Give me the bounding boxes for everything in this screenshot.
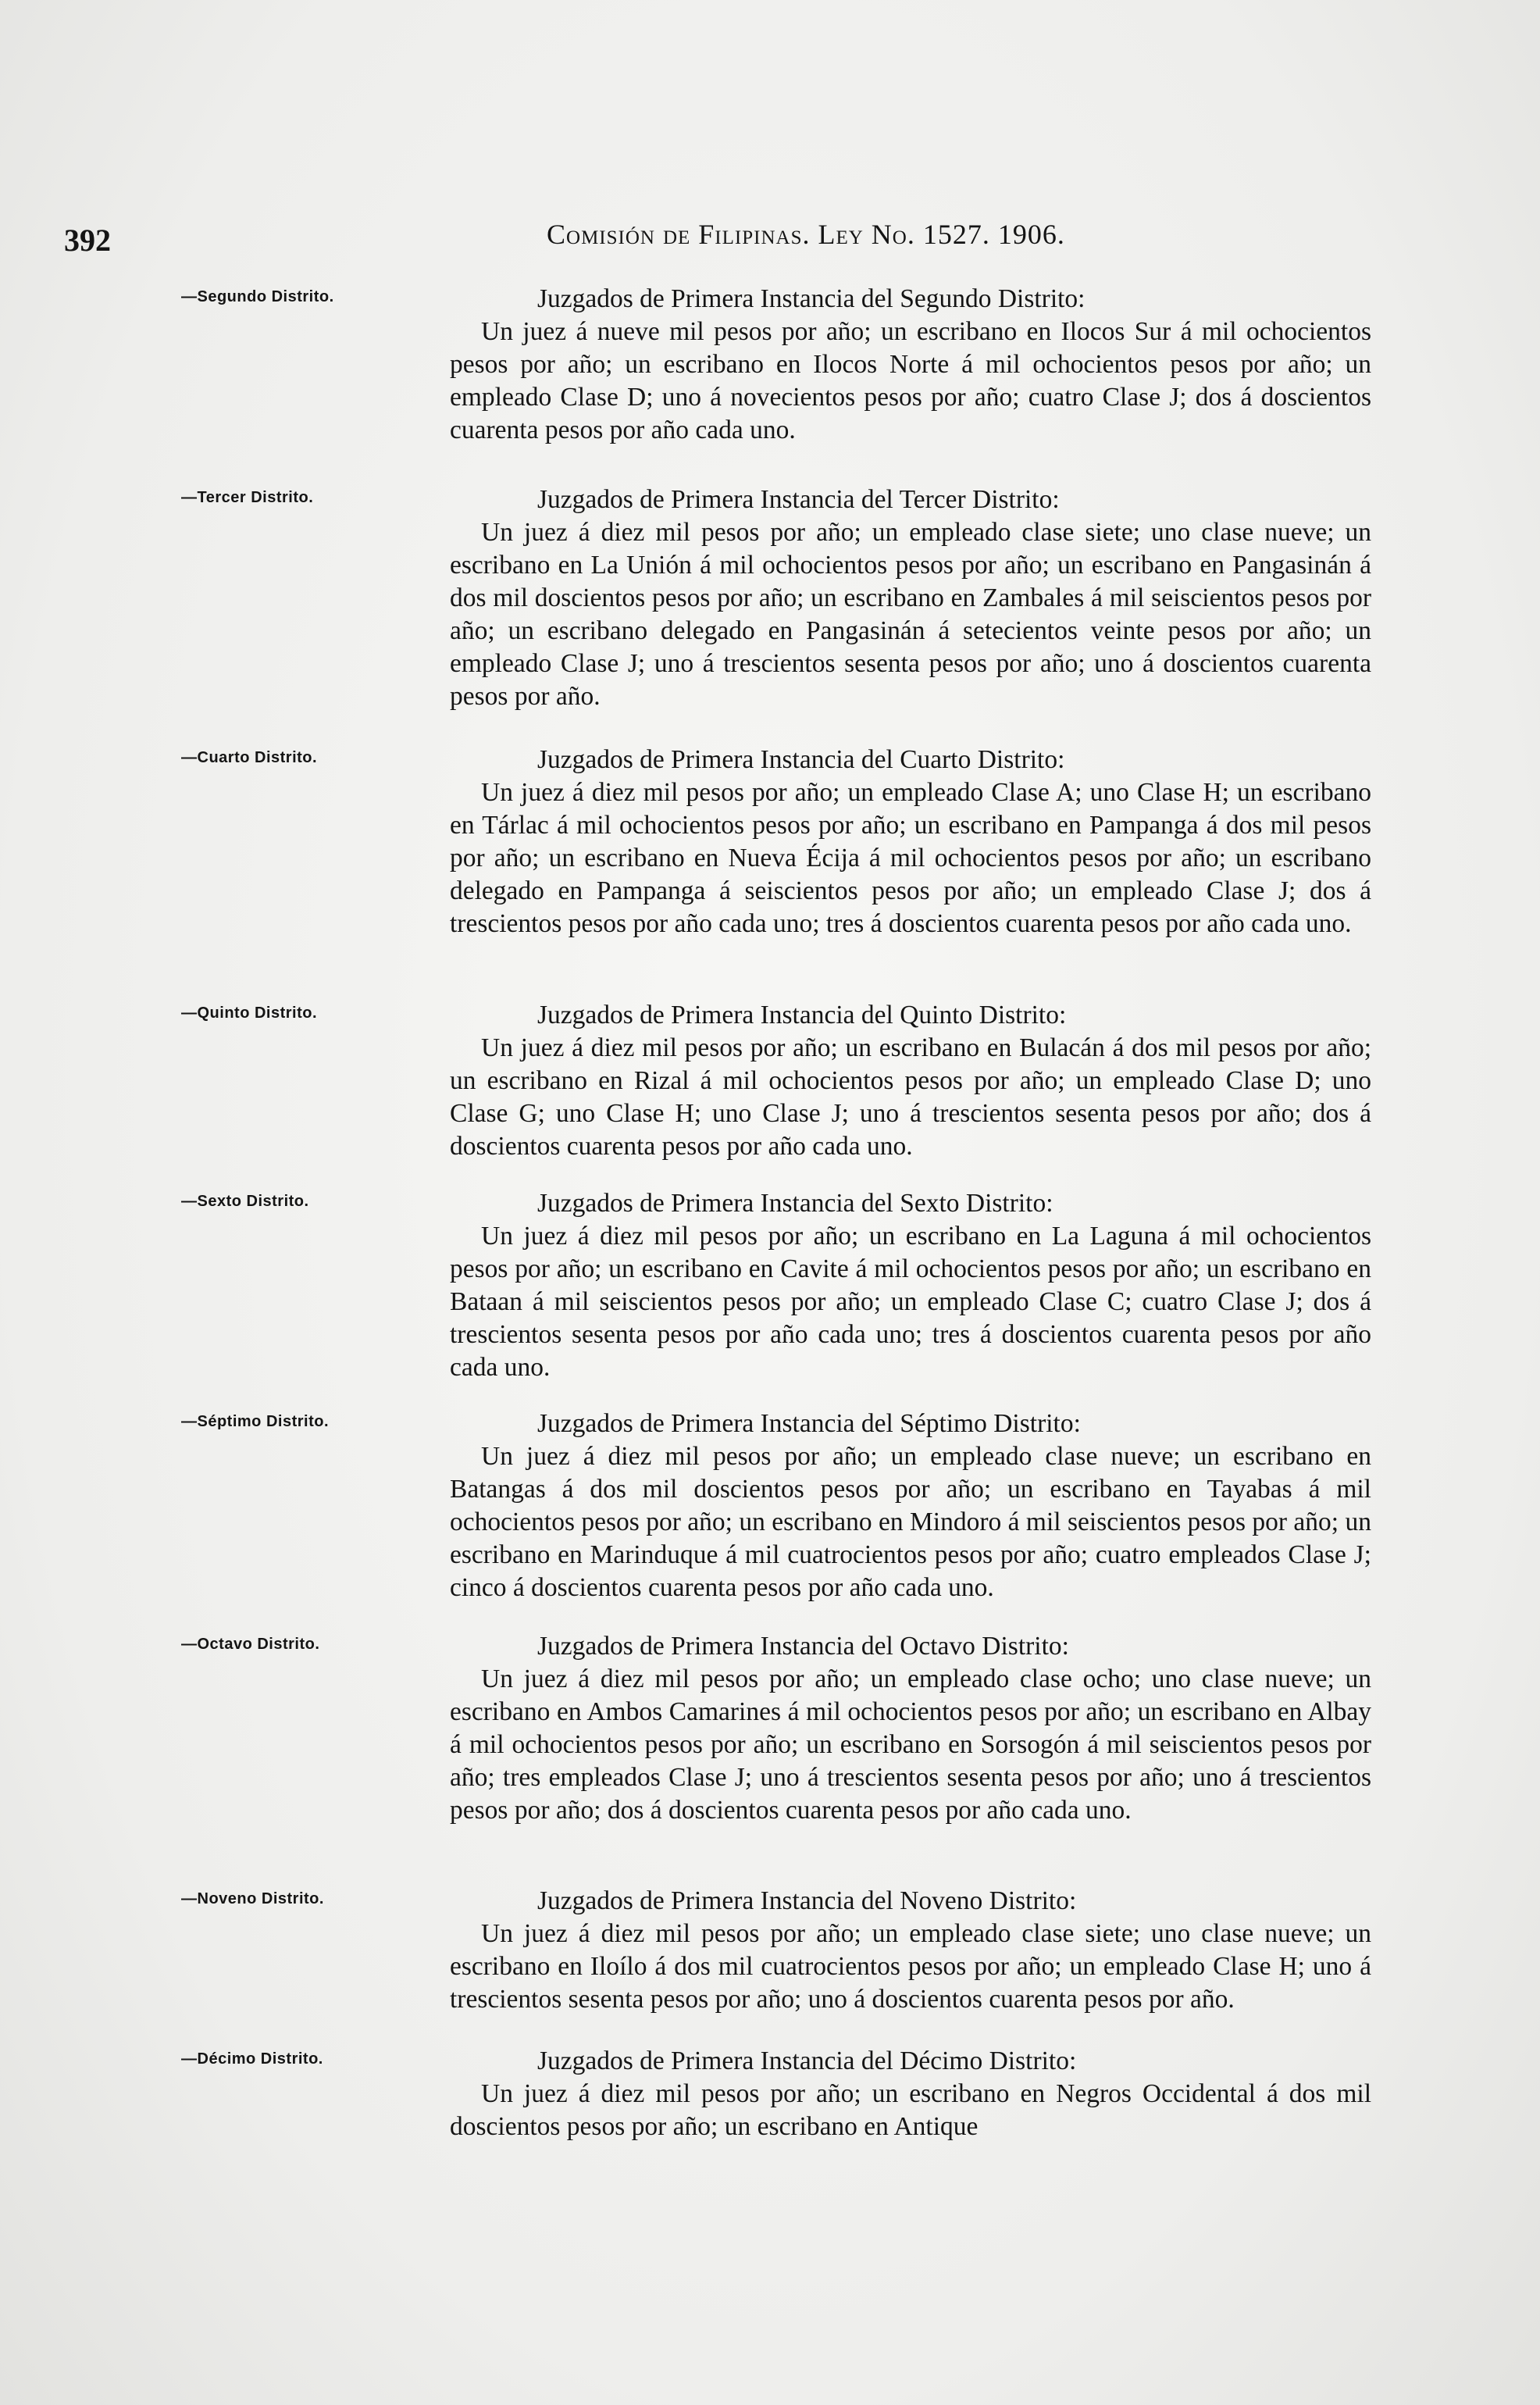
margin-note: —Décimo Distrito. [181, 2050, 323, 2068]
margin-note: —Tercer Distrito. [181, 489, 314, 506]
section-text: Un juez á diez mil pesos por año; un empleado Clase A; uno Clase H; un escribano en Tárlac á mil ochocientos pesos por año; un escribano en Pampanga á dos mil pesos por año; un escribano en Nueva Écija á mil ochocientos pesos por año; un escribano delegado en Pampanga á seiscientos pesos por año; un empleado Clase J; dos á trescientos pesos por año cada uno; tres á doscientos cuarenta pesos por año cada uno. [450, 778, 1371, 938]
section-text: Un juez á diez mil pesos por año; un empleado clase ocho; uno clase nueve; un escribano en Ambos Camarines á mil ochocientos pesos por año; un escribano en Albay á mil ochocientos pesos por año; un escribano en Sorsogón á mil seiscientos pesos por año; tres empleados Clase J; uno á trescientos sesenta pesos por año; uno á trescientos pesos por año; dos á doscientos cuarenta pesos por año cada uno. [450, 1665, 1371, 1825]
section-body [450, 744, 1371, 940]
section-body [450, 2045, 1371, 2143]
section-text: Un juez á diez mil pesos por año; un empleado clase siete; uno clase nueve; un escribano en Iloílo á dos mil cuatrocientos pesos por año; un empleado Clase H; uno á trescientos sesenta pesos por año; uno á doscientos cuarenta pesos por año. [450, 1919, 1371, 2014]
running-head: Comisión de Filipinas. Ley No. 1527. 1906. [547, 219, 1065, 250]
section-heading: Juzgados de Primera Instancia del Noveno Distrito: [537, 1886, 1077, 1915]
margin-note: —Quinto Distrito. [181, 1004, 318, 1022]
margin-note: —Sexto Distrito. [181, 1193, 309, 1210]
section-text: Un juez á nueve mil pesos por año; un escribano en Ilocos Sur á mil ochocientos pesos por año; un escribano en Ilocos Norte á mil ochocientos pesos por año; un empleado Clase D; uno á novecientos pesos por año; cuatro Clase J; dos á doscientos cuarenta pesos por año cada uno. [450, 317, 1371, 444]
section-heading: Juzgados de Primera Instancia del Sexto Distrito: [537, 1189, 1053, 1218]
page-number: 392 [64, 223, 111, 258]
margin-note: —Noveno Distrito. [181, 1890, 324, 1907]
section-heading: Juzgados de Primera Instancia del Segundo Distrito: [537, 284, 1085, 313]
margin-note: —Cuarto Distrito. [181, 749, 318, 766]
section-heading: Juzgados de Primera Instancia del Quinto Distrito: [537, 1001, 1067, 1029]
margin-note: —Séptimo Distrito. [181, 1413, 330, 1430]
section-heading: Juzgados de Primera Instancia del Décimo Distrito: [537, 2046, 1077, 2075]
section-text: Un juez á diez mil pesos por año; un escribano en Bulacán á dos mil pesos por año; un escribano en Rizal á mil ochocientos pesos por año; un empleado Clase D; uno Clase G; uno Clase H; uno Clase J; uno á trescientos sesenta pesos por año; dos á doscientos cuarenta pesos por año cada uno. [450, 1033, 1371, 1161]
section-body [450, 999, 1371, 1163]
section-body [450, 1885, 1371, 2016]
section-body [450, 283, 1371, 447]
section-heading: Juzgados de Primera Instancia del Séptimo Distrito: [537, 1409, 1081, 1438]
section-heading: Juzgados de Primera Instancia del Cuarto Distrito: [537, 745, 1065, 774]
margin-note: —Octavo Distrito. [181, 1636, 320, 1653]
section-heading: Juzgados de Primera Instancia del Octavo Distrito: [537, 1632, 1069, 1661]
section-text: Un juez á diez mil pesos por año; un escribano en Negros Occidental á dos mil doscientos pesos por año; un escribano en Antique [450, 2079, 1371, 2141]
section-body [450, 1187, 1371, 1384]
section-body [450, 1630, 1371, 1827]
margin-note: —Segundo Distrito. [181, 288, 334, 305]
section-text: Un juez á diez mil pesos por año; un empleado clase siete; uno clase nueve; un escribano en La Unión á mil ochocientos pesos por año; un escribano en Pangasinán á dos mil doscientos pesos por año; un escribano en Zambales á mil seiscientos pesos por año; un escribano delegado en Pangasinán á setecientos veinte pesos por año; un empleado Clase J; uno á trescientos sesenta pesos por año; uno á doscientos cuarenta pesos por año. [450, 518, 1371, 711]
section-heading: Juzgados de Primera Instancia del Tercer Distrito: [537, 485, 1060, 514]
section-text: Un juez á diez mil pesos por año; un empleado clase nueve; un escribano en Batangas á dos mil doscientos pesos por año; un escribano en Tayabas á mil ochocientos pesos por año; un escribano en Mindoro á mil seiscientos pesos por año; un escribano en Marinduque á mil cuatrocientos pesos por año; cuatro empleados Clase J; cinco á doscientos cuarenta pesos por año cada uno. [450, 1442, 1371, 1602]
section-text: Un juez á diez mil pesos por año; un escribano en La Laguna á mil ochocientos pesos por año; un escribano en Cavite á mil ochocientos pesos por año; un escribano en Bataan á mil seiscientos pesos por año; un empleado Clase C; cuatro Clase J; dos á trescientos sesenta pesos por año cada uno; tres á doscientos cuarenta pesos por año cada uno. [450, 1222, 1371, 1382]
section-body [450, 483, 1371, 713]
section-body [450, 1408, 1371, 1604]
